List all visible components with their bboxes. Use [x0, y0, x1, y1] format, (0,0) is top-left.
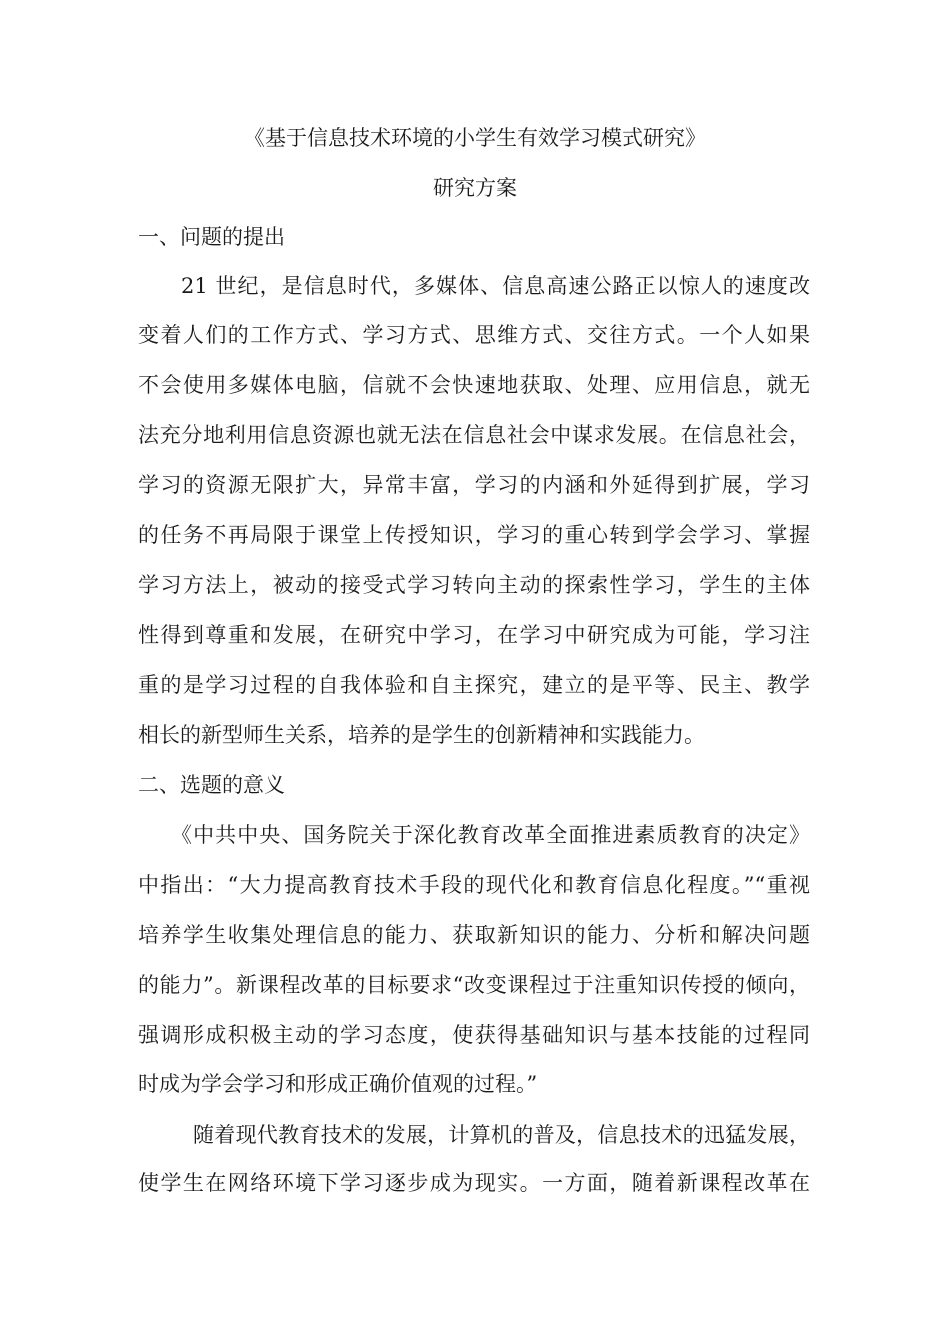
paragraph-line: 相长的新型师生关系，培养的是学生的创新精神和实践能力。 — [138, 723, 705, 747]
paragraph-line: 中指出：“大力提高教育技术手段的现代化和教育信息化程度。”“重视 — [138, 873, 810, 897]
paragraph-line: 法充分地利用信息资源也就无法在信息社会中谋求发展。在信息社会， — [138, 423, 810, 447]
paragraph-line: 强调形成积极主动的学习态度，使获得基础知识与基本技能的过程同 — [138, 1023, 810, 1047]
paragraph-line: 随着现代教育技术的发展，计算机的普及，信息技术的迅猛发展， — [193, 1123, 810, 1147]
paragraph-line: 的能力”。新课程改革的目标要求“改变课程过于注重知识传授的倾向， — [138, 973, 810, 997]
paragraph-line: 21 世纪，是信息时代，多媒体、信息高速公路正以惊人的速度改 — [181, 274, 810, 298]
paragraph-line: 《中共中央、国务院关于深化教育改革全面推进素质教育的决定》 — [171, 823, 810, 847]
section-heading-1: 一、问题的提出 — [138, 225, 285, 249]
paragraph-line: 重的是学习过程的自我体验和自主探究，建立的是平等、民主、教学 — [138, 673, 810, 697]
paragraph-line: 使学生在网络环境下学习逐步成为现实。一方面，随着新课程改革在 — [138, 1171, 810, 1195]
document-subtitle: 研究方案 — [433, 176, 517, 200]
paragraph-line: 学习方法上，被动的接受式学习转向主动的探索性学习，学生的主体 — [138, 573, 810, 597]
paragraph-line: 的任务不再局限于课堂上传授知识，学习的重心转到学会学习、掌握 — [138, 523, 810, 547]
paragraph-line: 不会使用多媒体电脑，信就不会快速地获取、处理、应用信息，就无 — [138, 373, 810, 397]
paragraph-line: 时成为学会学习和形成正确价值观的过程。” — [138, 1072, 538, 1096]
section-heading-2: 二、选题的意义 — [138, 773, 285, 797]
paragraph-line: 变着人们的工作方式、学习方式、思维方式、交往方式。一个人如果 — [138, 323, 810, 347]
document-title: 《基于信息技术环境的小学生有效学习模式研究》 — [244, 126, 706, 150]
paragraph-line: 性得到尊重和发展，在研究中学习，在学习中研究成为可能，学习注 — [138, 623, 810, 647]
paragraph-line: 培养学生收集处理信息的能力、获取新知识的能力、分析和解决问题 — [138, 923, 810, 947]
paragraph-line: 学习的资源无限扩大，异常丰富，学习的内涵和外延得到扩展，学习 — [138, 473, 810, 497]
